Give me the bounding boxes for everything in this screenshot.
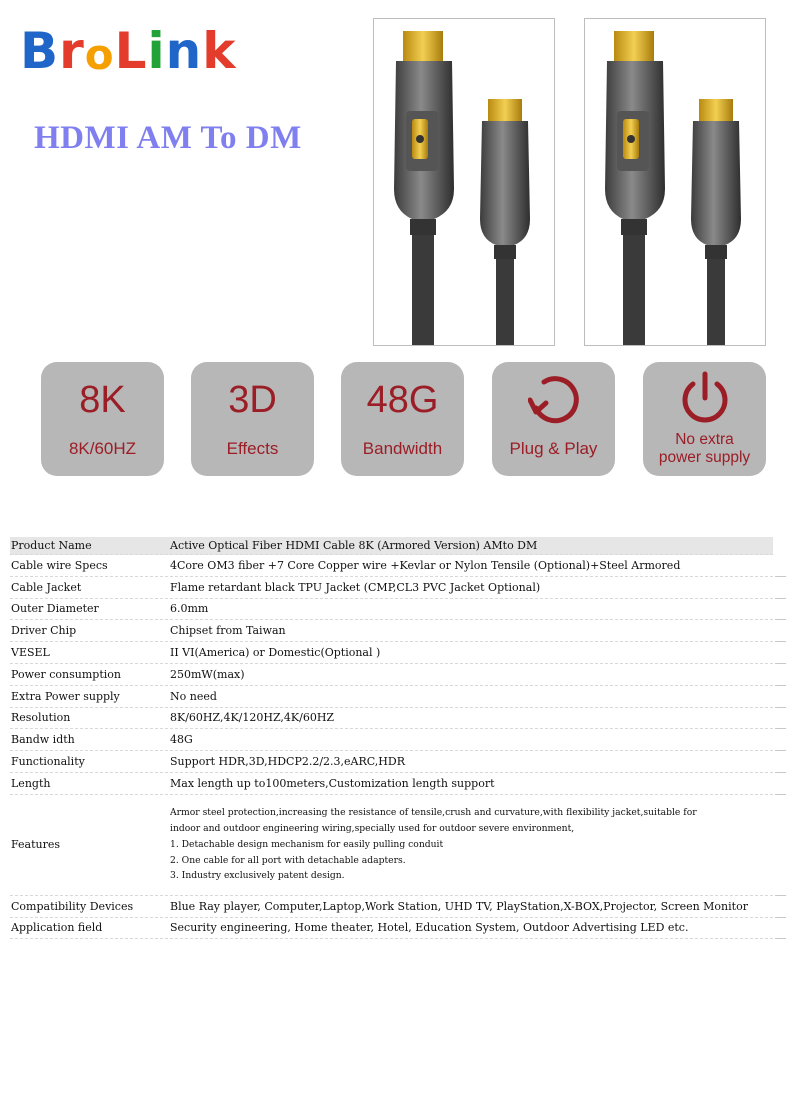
feature-badge-plug-play [492, 362, 615, 476]
spec-value: Blue Ray player, Computer,Laptop,Work Station, UHD TV, PlayStation,X-BOX,Projector, Screen Monitor [170, 899, 748, 913]
product-photo [584, 18, 766, 346]
feature-line: indoor and outdoor engineering wiring,specially used for outdoor severe environment, [170, 823, 575, 835]
spec-table [10, 537, 773, 939]
feature-caption-line: No extra [675, 431, 734, 448]
feature-badge-8k [41, 362, 164, 476]
feature-caption: Plug & Play [509, 439, 598, 458]
feature-caption: 8K/60HZ [68, 439, 137, 458]
spec-label: Bandw idth [11, 733, 75, 747]
feature-line: Armor steel protection,increasing the resistance of tensile,crush and curvature,with flexibility jacket,suitable for [170, 807, 697, 819]
spec-row [10, 918, 773, 940]
spec-value: Security engineering, Home theater, Hotel, Education System, Outdoor Advertising LED etc. [170, 921, 689, 935]
feature-title: 3D [228, 379, 277, 421]
feature-line: 3. Industry exclusively patent design. [170, 870, 345, 882]
spec-label: Driver Chip [11, 624, 77, 638]
spec-value: Chipset from Taiwan [170, 624, 286, 638]
brand-logo [20, 14, 237, 80]
spec-row [10, 620, 773, 642]
spec-row [10, 555, 773, 577]
spec-value: No need [170, 689, 217, 703]
spec-value: 48G [170, 733, 193, 747]
feature-badge-bandwidth [341, 362, 464, 476]
spec-row [10, 642, 773, 664]
spec-table-header [10, 537, 773, 555]
feature-caption: Effects [226, 439, 279, 458]
logo-letter: r [59, 22, 85, 80]
spec-value: 4Core OM3 fiber +7 Core Copper wire +Kevlar or Nylon Tensile (Optional)+Steel Armored [170, 558, 681, 572]
feature-line: 1. Detachable design mechanism for easily pulling conduit [170, 838, 444, 850]
feature-title: 48G [366, 379, 439, 421]
refresh-icon [528, 370, 580, 426]
spec-row [10, 729, 773, 751]
spec-row [10, 599, 773, 621]
spec-row [10, 664, 773, 686]
feature-badge-no-power [643, 362, 766, 476]
spec-value: Support HDR,3D,HDCP2.2/2.3,eARC,HDR [170, 755, 405, 769]
hdmi-cable-photo-icon [585, 19, 765, 345]
logo-letter: o [84, 30, 115, 79]
logo-letter: L [114, 22, 148, 80]
feature-badges [0, 362, 793, 478]
spec-row [10, 751, 773, 773]
feature-line: 2. One cable for all port with detachable adapters. [170, 854, 406, 866]
spec-row-features [10, 795, 773, 896]
spec-label: Resolution [11, 711, 71, 725]
spec-label: Cable Jacket [11, 580, 82, 594]
feature-caption-line: power supply [658, 449, 751, 466]
spec-label: Compatibility Devices [11, 899, 134, 913]
spec-label: Product Name [11, 539, 92, 552]
feature-title: 8K [79, 379, 126, 421]
spec-row [10, 896, 773, 918]
spec-value: Flame retardant black TPU Jacket (CMP,CL3 PVC Jacket Optional) [170, 580, 541, 594]
spec-row [10, 708, 773, 730]
spec-label: Application field [11, 921, 103, 935]
spec-row [10, 773, 773, 795]
spec-label: Power consumption [11, 667, 121, 681]
power-icon [679, 370, 731, 426]
spec-value: 6.0mm [170, 602, 209, 616]
spec-label: Features [11, 838, 61, 852]
spec-value: II VI(America) or Domestic(Optional ) [170, 646, 381, 660]
feature-caption: Bandwidth [362, 439, 443, 458]
spec-label: Extra Power supply [11, 689, 120, 703]
spec-value: 250mW(max) [170, 667, 245, 681]
spec-label: Functionality [11, 755, 85, 769]
spec-label: Outer Diameter [11, 602, 99, 616]
hdmi-cable-photo-icon [374, 19, 554, 345]
spec-label: VESEL [11, 646, 50, 660]
product-headline: HDMI AM To DM [34, 120, 302, 156]
logo-letter: n [165, 22, 203, 80]
spec-label: Cable wire Specs [11, 558, 108, 572]
feature-caption [647, 431, 762, 467]
spec-value: Max length up to100meters,Customization length support [170, 776, 495, 790]
logo-letter: i [147, 22, 166, 80]
spec-value: 8K/60HZ,4K/120HZ,4K/60HZ [170, 711, 335, 725]
spec-row [10, 686, 773, 708]
logo-letter: k [202, 22, 237, 80]
product-photo [373, 18, 555, 346]
spec-label: Length [11, 776, 51, 790]
spec-row [10, 577, 773, 599]
logo-letter: B [20, 22, 60, 80]
feature-badge-3d [191, 362, 314, 476]
spec-value: Active Optical Fiber HDMI Cable 8K (Armored Version) AMto DM [170, 539, 538, 552]
spec-value [170, 805, 773, 884]
